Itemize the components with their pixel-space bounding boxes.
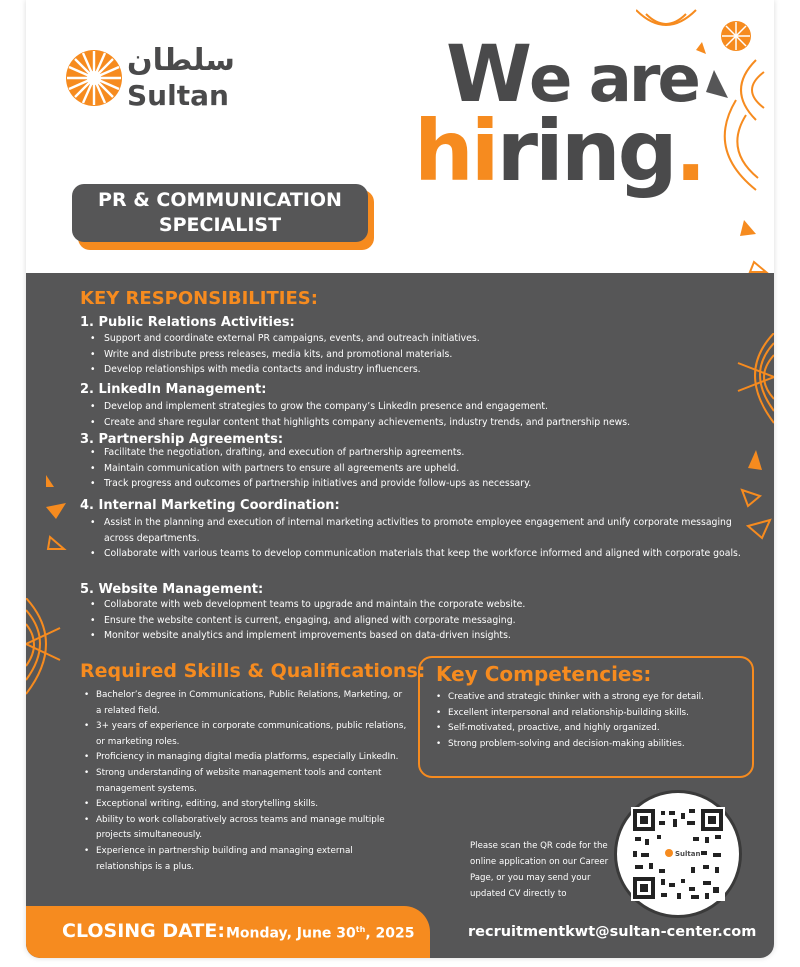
key-competencies-box (418, 656, 754, 778)
list-item: • Strong understanding of website management tools and content management systems. (82, 766, 407, 797)
section-list (88, 597, 748, 644)
list-item: • Assist in the planning and execution of internal marketing activities to promote employee engagement and unify corporate messaging across departments. (88, 515, 748, 546)
section-heading: 3. Partnership Agreements: (80, 432, 284, 447)
list-item: • Self-motivated, proactive, and highly organized. (434, 721, 744, 737)
list-item: • Support and coordinate external PR campaigns, events, and outreach initiatives. (88, 331, 748, 347)
brand-name-english: Sultan (127, 79, 229, 112)
list-item: • Proficiency in managing digital media platforms, especially LinkedIn. (82, 750, 407, 766)
brand-name-arabic: سلطان (127, 43, 235, 78)
section-list (88, 515, 748, 562)
qr-code-icon (631, 807, 725, 901)
closing-date-label: CLOSING DATE: (62, 920, 225, 942)
list-item: • Ensure the website content is current, engaging, and aligned with corporate messaging. (88, 613, 748, 629)
poster-header (26, 0, 774, 273)
list-item: • Exceptional writing, editing, and storytelling skills. (82, 797, 407, 813)
section-list (88, 331, 748, 378)
section-list (88, 399, 748, 430)
list-item: • Facilitate the negotiation, drafting, and execution of partnership agreements. (88, 445, 748, 461)
list-item: • Ability to work collaboratively across teams and manage multiple projects simultaneously. (82, 813, 407, 844)
qr-instructions: Please scan the QR code for the online application on our Career Page, or you may send your updated CV directly to (470, 841, 609, 899)
list-item: • Develop relationships with media contacts and industry influencers. (88, 362, 748, 378)
job-title-line1: PR & COMMUNICATION (98, 189, 342, 211)
list-item: • Create and share regular content that highlights company achievements, industry trends, and partnership news. (88, 415, 748, 431)
closing-date-value: Monday, June 30th, 2025 (226, 925, 415, 942)
required-skills-title: Required Skills & Qualifications: (80, 660, 426, 682)
list-item: • Strong problem-solving and decision-making abilities. (434, 737, 744, 753)
list-item: • Maintain communication with partners to ensure all agreements are upheld. (88, 461, 748, 477)
list-item: • Bachelor’s degree in Communications, Public Relations, Marketing, or a related field. (82, 688, 407, 719)
job-title-badge (72, 184, 368, 242)
list-item: • Excellent interpersonal and relationship-building skills. (434, 706, 744, 722)
section-heading: 4. Internal Marketing Coordination: (80, 498, 340, 513)
list-item: • 3+ years of experience in corporate communications, public relations, or marketing roles. (82, 719, 407, 750)
svg-text:Sultan: Sultan (675, 850, 701, 858)
decorative-fan-icon (26, 598, 70, 698)
section-heading: 2. LinkedIn Management: (80, 382, 267, 397)
application-email-link[interactable]: recruitmentkwt@sultan-center.com (468, 924, 757, 940)
decorative-triangle-icon (44, 473, 74, 553)
job-title-line2: SPECIALIST (158, 214, 282, 236)
job-poster (26, 0, 774, 958)
list-item: • Monitor website analytics and implement improvements based on data-driven insights. (88, 628, 748, 644)
section-list (88, 445, 748, 492)
qr-code[interactable] (614, 790, 742, 918)
required-skills-list (82, 688, 407, 875)
key-competencies-list (434, 690, 744, 752)
key-competencies-title: Key Competencies: (436, 662, 652, 686)
list-item: • Collaborate with various teams to develop communication materials that keep the workforce informed and aligned with corporate goals. (88, 546, 748, 562)
list-item: • Collaborate with web development teams to upgrade and maintain the corporate website. (88, 597, 748, 613)
headline-line2: hiring. (414, 102, 704, 200)
list-item: • Experience in partnership building and managing external relationships is a plus. (82, 844, 407, 875)
section-heading: 1. Public Relations Activities: (80, 315, 295, 330)
headline-line1: We are (446, 30, 698, 120)
list-item: • Write and distribute press releases, media kits, and promotional materials. (88, 347, 748, 363)
section-heading: 5. Website Management: (80, 582, 264, 597)
list-item: • Develop and implement strategies to grow the company’s LinkedIn presence and engagement. (88, 399, 748, 415)
sultan-logo-icon (64, 48, 124, 108)
list-item: • Track progress and outcomes of partnership initiatives and provide follow-ups as necessary. (88, 476, 748, 492)
list-item: • Creative and strategic thinker with a strong eye for detail. (434, 690, 744, 706)
key-responsibilities-title: KEY RESPONSIBILITIES: (80, 288, 318, 309)
